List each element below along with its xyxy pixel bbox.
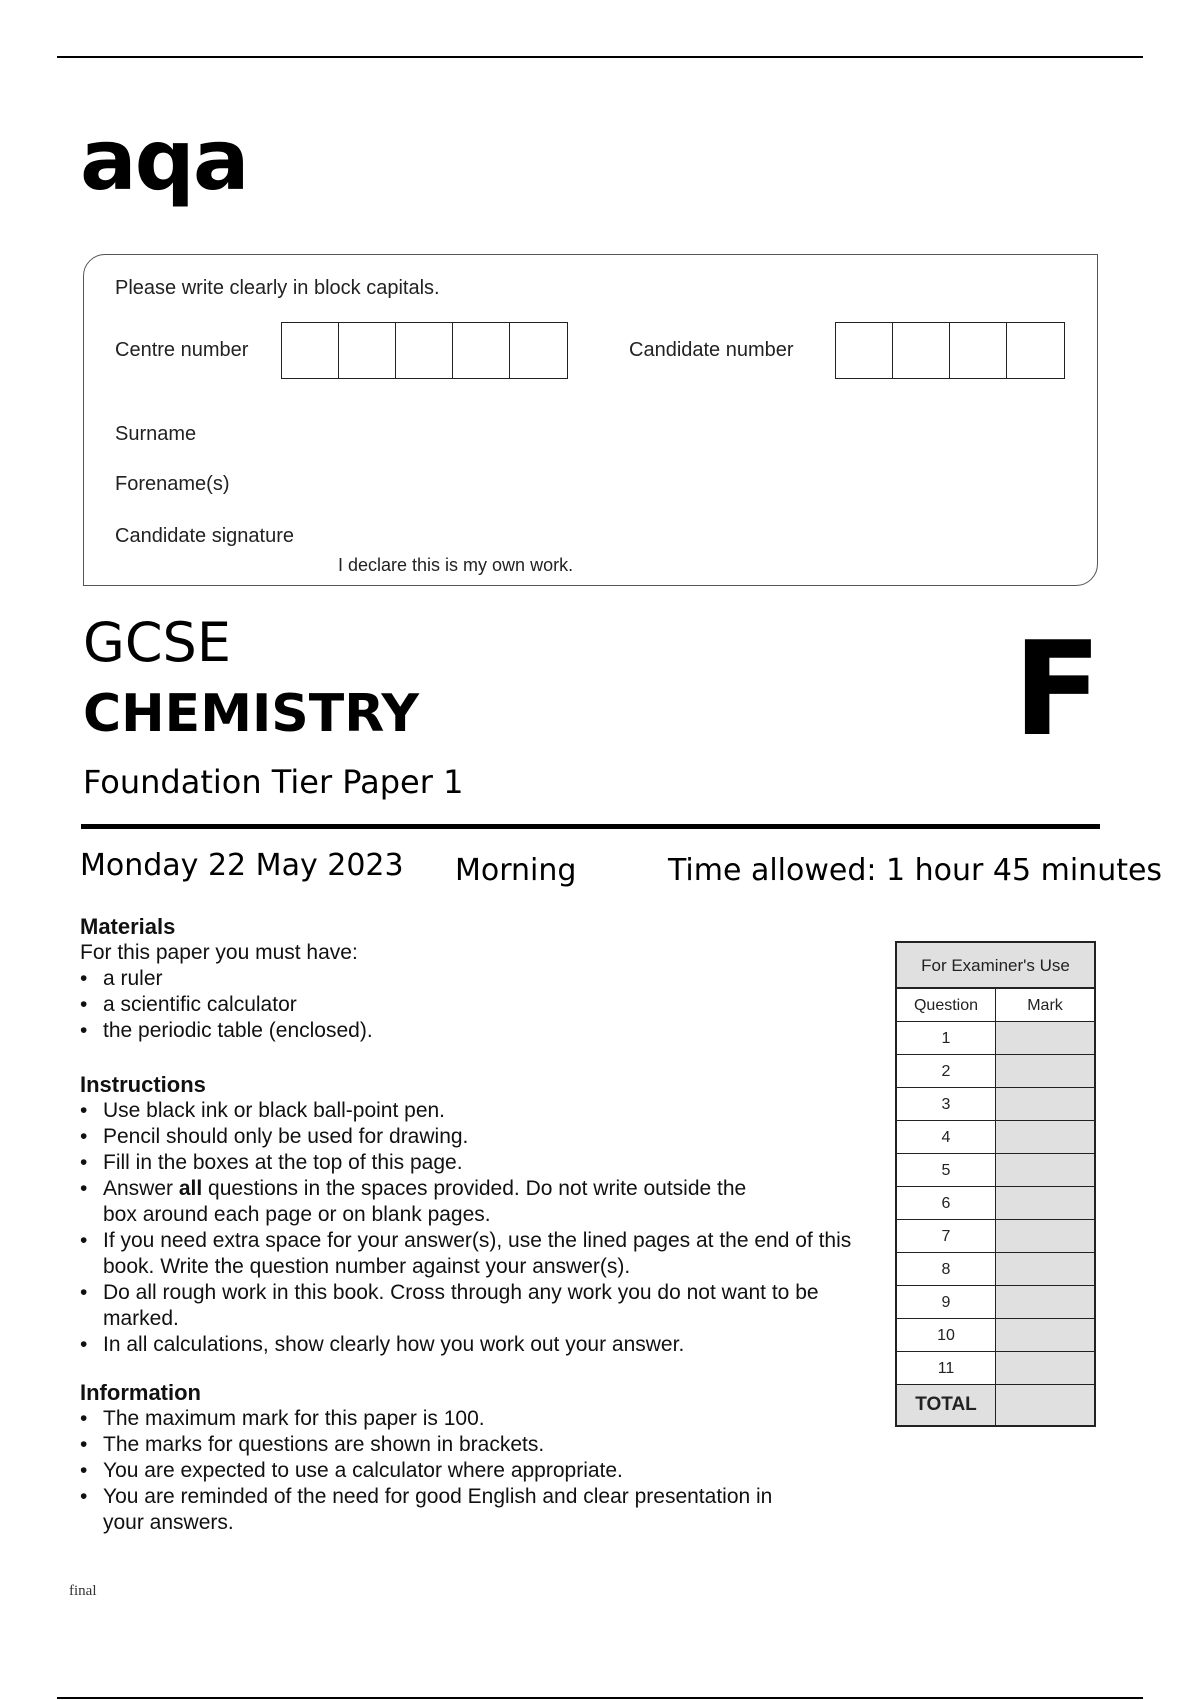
top-rule [57, 56, 1143, 58]
centre-number-field[interactable] [281, 322, 568, 379]
mark-column-header: Mark [996, 989, 1094, 1021]
table-row [897, 1121, 1094, 1154]
examiner-table-header-row [897, 989, 1094, 1022]
list-item: • a ruler [80, 966, 880, 992]
candidate-details-box [83, 254, 1098, 586]
information-heading: Information [80, 1380, 201, 1405]
examiner-table-title: For Examiner's Use [897, 943, 1094, 989]
question-number: 4 [897, 1121, 996, 1153]
tier-letter: F [1013, 613, 1102, 765]
table-row [897, 1187, 1094, 1220]
table-row [897, 1154, 1094, 1187]
candidate-number-label: Candidate number [629, 339, 794, 361]
candidate-number-field[interactable] [835, 322, 1065, 379]
question-column-header: Question [897, 989, 996, 1021]
list-item: • You are reminded of the need for good English and clear presentation in your answers. [80, 1484, 800, 1536]
table-row [897, 1286, 1094, 1319]
list-item: • Fill in the boxes at the top of this page. [80, 1150, 880, 1176]
list-item: • Pencil should only be used for drawing. [80, 1124, 880, 1150]
question-number: 10 [897, 1319, 996, 1351]
question-number: 1 [897, 1022, 996, 1054]
question-number: 2 [897, 1055, 996, 1087]
title-rule [81, 824, 1100, 829]
candidate-number-digit[interactable] [893, 323, 950, 378]
mark-cell [996, 1022, 1094, 1054]
list-item: • You are expected to use a calculator where appropriate. [80, 1458, 880, 1484]
list-item: • Do all rough work in this book. Cross through any work you do not want to be marked. [80, 1280, 820, 1332]
candidate-number-digit[interactable] [950, 323, 1007, 378]
aqa-logo: aqa [80, 111, 248, 209]
materials-intro: For this paper you must have: [80, 941, 358, 964]
mark-cell [996, 1220, 1094, 1252]
question-number: 5 [897, 1154, 996, 1186]
footer-note: final [69, 1583, 97, 1599]
declaration-text: I declare this is my own work. [338, 555, 574, 575]
information-section [80, 1380, 880, 1536]
list-item: • Answer all questions in the spaces provided. Do not write outside the box around each page or on blank pages. [80, 1176, 760, 1228]
list-item: • If you need extra space for your answer(s), use the lined pages at the end of this book. Write the question number against your answer(s). [80, 1228, 870, 1280]
question-number: 8 [897, 1253, 996, 1285]
mark-cell [996, 1253, 1094, 1285]
centre-number-digit[interactable] [339, 323, 396, 378]
list-item: • The maximum mark for this paper is 100. [80, 1406, 880, 1432]
centre-number-label: Centre number [115, 339, 249, 361]
block-capitals-instruction: Please write clearly in block capitals. [115, 277, 440, 299]
list-item: • In all calculations, show clearly how you work out your answer. [80, 1332, 880, 1358]
list-item: • The marks for questions are shown in brackets. [80, 1432, 880, 1458]
paper-title: Foundation Tier Paper 1 [83, 763, 464, 801]
question-number: 9 [897, 1286, 996, 1318]
instructions-heading: Instructions [80, 1072, 206, 1097]
total-row [897, 1385, 1094, 1425]
table-row [897, 1253, 1094, 1286]
time-allowed: Time allowed: 1 hour 45 minutes [668, 853, 1163, 888]
table-row [897, 1220, 1094, 1253]
mark-cell [996, 1055, 1094, 1087]
question-number: 3 [897, 1088, 996, 1120]
bottom-rule [57, 1697, 1143, 1699]
mark-cell [996, 1088, 1094, 1120]
mark-cell [996, 1286, 1094, 1318]
centre-number-digit[interactable] [282, 323, 339, 378]
centre-number-digit[interactable] [396, 323, 453, 378]
materials-section [80, 914, 880, 1044]
question-number: 6 [897, 1187, 996, 1219]
instructions-section [80, 1072, 880, 1358]
qualification-title: GCSE [83, 611, 231, 674]
mark-cell [996, 1154, 1094, 1186]
signature-label: Candidate signature [115, 525, 295, 547]
table-row [897, 1022, 1094, 1055]
surname-label: Surname [115, 423, 197, 445]
subject-title: CHEMISTRY [83, 684, 420, 744]
candidate-number-digit[interactable] [1007, 323, 1064, 378]
candidate-number-digit[interactable] [836, 323, 893, 378]
question-number: 7 [897, 1220, 996, 1252]
exam-date: Monday 22 May 2023 [80, 848, 404, 883]
examiner-use-table [895, 941, 1096, 1427]
list-item: • Use black ink or black ball-point pen. [80, 1098, 880, 1124]
list-item: • the periodic table (enclosed). [80, 1018, 880, 1044]
exam-session: Morning [455, 853, 577, 888]
mark-cell [996, 1187, 1094, 1219]
question-number: 11 [897, 1352, 996, 1384]
list-item: • a scientific calculator [80, 992, 880, 1018]
mark-cell [996, 1352, 1094, 1384]
total-mark-cell [996, 1385, 1094, 1425]
table-row [897, 1055, 1094, 1088]
centre-number-digit[interactable] [453, 323, 510, 378]
centre-number-digit[interactable] [510, 323, 567, 378]
table-row [897, 1319, 1094, 1352]
materials-heading: Materials [80, 914, 176, 939]
table-row [897, 1088, 1094, 1121]
mark-cell [996, 1319, 1094, 1351]
table-row [897, 1352, 1094, 1385]
forenames-label: Forename(s) [115, 473, 230, 495]
mark-cell [996, 1121, 1094, 1153]
total-label: TOTAL [897, 1385, 996, 1425]
